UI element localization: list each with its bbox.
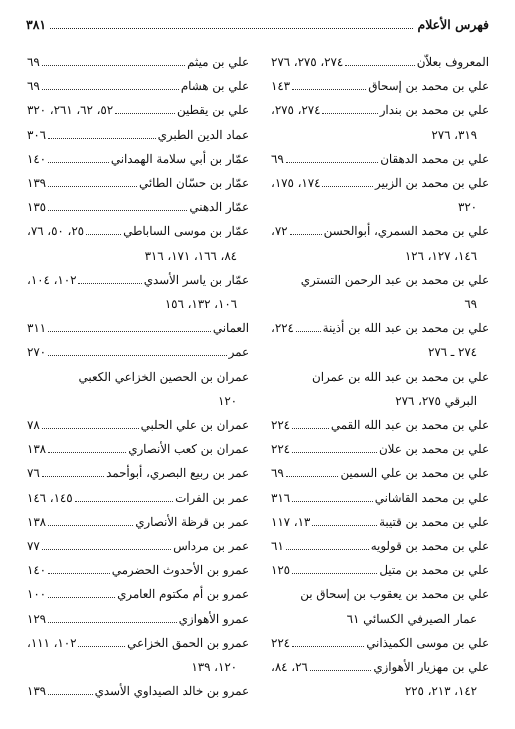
index-entry-line: [271, 461, 489, 485]
index-entry-pages: ٧٢،: [271, 224, 288, 239]
index-entry-name: عمرو الأهوازي: [178, 611, 249, 626]
index-entry-line: [271, 413, 489, 437]
index-entry-name: علي بن محمد بن قتيبة: [379, 514, 489, 529]
index-entry-continuation: ٣١٩، ٢٧٦: [431, 127, 477, 142]
index-entry-name: عمران بن كعب الأنصاري: [128, 442, 249, 457]
index-entry-pages: ٦٩: [271, 466, 284, 481]
index-entry-name: عمر: [228, 345, 249, 360]
index-entry: [27, 461, 249, 485]
index-entry-line: [271, 74, 489, 98]
index-entry: [271, 534, 489, 558]
leader-dots: [292, 501, 373, 502]
leader-dots: [322, 186, 373, 187]
index-entry-name: عمّار بن موسى الساباطي: [123, 224, 249, 239]
index-entry-line: [271, 50, 489, 74]
leader-dots: [286, 476, 339, 477]
index-entry-pages: ٦٩: [271, 151, 284, 166]
index-entry-name: عمرو بن أم مكتوم العامري: [117, 587, 249, 602]
index-entry-name: عمّار بن ياسر الأسدي: [143, 272, 249, 287]
leader-dots: [48, 331, 211, 332]
index-entry-name: علي بن محمد بن علي السمين: [340, 466, 489, 481]
index-entry-line: [271, 534, 489, 558]
leader-dots: [42, 89, 179, 90]
index-entry: [271, 655, 489, 703]
index-entry: [27, 534, 249, 558]
index-entry-name: علي بن محمد السمري، أبوالحسن: [323, 224, 489, 239]
index-entry-continuation: ١٤٢، ٢١٣، ٢٢٥: [404, 684, 477, 699]
index-entry-pages: ١٠٢، ١٠٤،: [27, 272, 77, 287]
leader-dots: [48, 597, 115, 598]
index-entry-continuation: ١٤٦، ١٢٧، ١٢٦: [404, 248, 477, 263]
leader-dots: [48, 186, 137, 187]
index-entry-name: علي بن محمد بن قولويه: [370, 539, 489, 554]
index-entry-line: [27, 123, 249, 147]
index-entry: [27, 437, 249, 461]
page-number: ٣٨١: [26, 17, 47, 32]
index-entry-line: [27, 195, 249, 219]
leader-dots: [48, 573, 110, 574]
index-entry-line: [27, 510, 249, 534]
index-entry-line: [271, 316, 489, 340]
index-entry-pages: ١٠٢، ١١١،: [27, 635, 77, 650]
index-entry-name: عمران بن علي الحلبي: [140, 418, 249, 433]
index-entry-name: عمّار الدهني: [189, 200, 249, 215]
index-entry-pages: ١٣٨: [27, 442, 47, 457]
index-entry-continuation: ٨٤، ١٦٦، ١٧١، ٣١٦: [144, 248, 237, 263]
index-entry-pages: ٢٧٠: [27, 345, 47, 360]
index-entry-name: علي بن محمد بن متيل: [379, 563, 489, 578]
index-entry: [27, 123, 249, 147]
index-entry: [27, 413, 249, 437]
index-entry-name: علي بن محمد بن الزبير: [375, 176, 489, 191]
index-entry-line: [27, 50, 249, 74]
index-entry: [27, 147, 249, 171]
leader-dots: [48, 525, 133, 526]
index-entry: [271, 316, 489, 364]
index-entry: [271, 631, 489, 655]
index-entry: [27, 50, 249, 74]
index-entry-continuation: ١٢٠، ١٣٩: [191, 660, 237, 675]
index-entry: [27, 510, 249, 534]
index-entry-pages: ٧٦: [27, 466, 40, 481]
index-entry-line: [271, 365, 489, 389]
index-entry: [271, 171, 489, 219]
index-entry-line: [27, 631, 249, 655]
index-entry-name: عمران بن الحصين الخزاعي الكعبي: [78, 369, 249, 384]
page-title: فهرس الأعلام: [417, 17, 489, 32]
index-entry-pages: ٦٩: [27, 79, 40, 94]
index-entry-name: علي بن مهزيار الأهوازي: [373, 660, 489, 675]
index-entry: [271, 268, 489, 316]
index-entry-name: عمّار بن أبي سلامة الهمداني: [110, 151, 249, 166]
leader-dots: [292, 573, 377, 574]
index-entry-name: علي بن محمد بن بندار: [379, 103, 489, 118]
index-entry-pages: ١٠٠: [27, 587, 47, 602]
leader-dots: [292, 452, 377, 453]
index-entry-pages: ١٣٥: [27, 200, 47, 215]
index-entry: [271, 486, 489, 510]
index-entry: [271, 98, 489, 146]
index-entry: [27, 486, 249, 510]
leader-dots: [322, 113, 377, 114]
leader-dots: [48, 138, 156, 139]
index-entry: [271, 365, 489, 413]
index-entry-pages: ١٤٣: [271, 79, 291, 94]
index-entry-pages: ٧٧: [27, 539, 40, 554]
leader-dots: [48, 452, 126, 453]
index-entry-line: [27, 607, 249, 631]
index-entry-line: [271, 510, 489, 534]
index-entry: [27, 558, 249, 582]
index-entry: [27, 607, 249, 631]
index-entry-pages: ٣١١: [27, 321, 47, 336]
index-entry-pages: ٢٢٤،: [271, 321, 294, 336]
index-entry-pages: ٢٥، ٥٠، ٧٦،: [27, 224, 84, 239]
index-entry-pages: ٢٧٤، ٢٧٥،: [271, 103, 321, 118]
index-entry-name: العماني: [212, 321, 249, 336]
leader-dots: [42, 549, 171, 550]
index-entry-line: [27, 365, 249, 389]
index-entry-name: علي بن يقطين: [176, 103, 249, 118]
index-entry-line: [27, 486, 249, 510]
index-entry-pages: ١٣٨: [27, 514, 47, 529]
index-entry-pages: ٥٢، ٦٢، ٢٦١، ٣٢٠: [27, 103, 114, 118]
index-entry-line: [271, 655, 489, 679]
page-header: [26, 17, 489, 32]
leader-dots: [42, 65, 185, 66]
index-entry-pages: ١٣، ١١٧: [271, 514, 311, 529]
index-entry-name: عمرو بن الحمق الخزاعي: [127, 635, 249, 650]
index-entry-pages: ١٣٩: [27, 684, 47, 699]
index-entry-line: [271, 582, 489, 606]
index-entry-line: [27, 461, 249, 485]
leader-dots: [48, 694, 93, 695]
leader-dots: [292, 89, 366, 90]
leader-dots: [86, 234, 121, 235]
index-entry: [271, 74, 489, 98]
leader-dots: [312, 525, 377, 526]
leader-dots: [48, 210, 187, 211]
index-entry: [271, 582, 489, 630]
index-entry-pages: ١٤٠: [27, 151, 47, 166]
index-column-left: [27, 50, 249, 703]
index-entry-pages: ١٣٩: [27, 176, 47, 191]
index-entry-name: علي بن محمد بن يعقوب بن إسحاق بن: [300, 587, 489, 602]
index-entry-name: علي بن محمد بن عبد الله بن أذينة: [322, 321, 489, 336]
index-entry-name: علي بن محمد بن علان: [379, 442, 489, 457]
index-entry-name: عمر بن الفرات: [175, 490, 249, 505]
leader-dots: [78, 646, 125, 647]
index-entry-line: [27, 219, 249, 243]
index-entry-pages: ١٢٩: [27, 611, 47, 626]
leader-dots: [115, 113, 175, 114]
index-entry-continuation: ١٠٦، ١٣٢، ١٥٦: [164, 297, 237, 312]
index-entry-pages: ١٢٥: [271, 563, 291, 578]
index-entry-pages: ٢٦، ٨٤،: [271, 660, 308, 675]
index-entry-line: [271, 219, 489, 243]
index-entry-line: [27, 340, 249, 364]
index-entry-line: [27, 268, 249, 292]
index-entry-line: [271, 437, 489, 461]
leader-dots: [292, 428, 329, 429]
index-entry-continuation: ٦٩: [464, 297, 477, 312]
index-entry-name: عماد الدين الطبري: [157, 127, 249, 142]
index-entry-name: عمّار بن حسّان الطائي: [139, 176, 249, 191]
index-entry-line: [271, 486, 489, 510]
index-entry-line: [27, 679, 249, 703]
index-entry-line: [27, 582, 249, 606]
index-entry-name: علي بن ميثم: [187, 55, 249, 69]
index-entry: [27, 679, 249, 703]
index-entry-pages: ٦١: [271, 539, 284, 554]
index-entry-name: علي بن محمد القاشاني: [374, 490, 489, 505]
leader-dots: [292, 646, 364, 647]
index-entry-line: [271, 171, 489, 195]
leader-dots: [296, 331, 321, 332]
index-entry-line: [27, 171, 249, 195]
index-entry: [271, 219, 489, 267]
index-entry: [27, 171, 249, 195]
index-entry-line: [271, 558, 489, 582]
index-entry-line: [27, 98, 249, 122]
index-entry-name: علي بن محمد بن عبد الله بن عمران: [312, 369, 489, 384]
index-entry-line: [27, 437, 249, 461]
index-entry-name: عمر بن ربيع البصري، أبوأحمد: [106, 466, 249, 481]
index-entry: [271, 461, 489, 485]
index-entry: [27, 582, 249, 606]
leader-dots: [42, 476, 104, 477]
index-column-right: [271, 50, 489, 703]
index-entry-line: [271, 147, 489, 171]
leader-dots: [310, 670, 372, 671]
index-entry: [27, 340, 249, 364]
leader-dots: [286, 549, 369, 550]
index-entry: [27, 268, 249, 316]
leader-dots: [78, 283, 141, 284]
leader-dots: [345, 65, 415, 66]
index-entry: [27, 98, 249, 122]
index-entry-name: عمر بن مرداس: [173, 539, 249, 554]
index-entry-pages: ٣٠٦: [27, 127, 47, 142]
index-entry-pages: ٢٢٤: [271, 418, 291, 433]
index-entry-line: [27, 147, 249, 171]
index-entry-line: [271, 268, 489, 292]
index-entry-line: [27, 558, 249, 582]
index-entry-continuation: عمار الصيرفي الكسائي ٦١: [346, 611, 477, 626]
index-entry-pages: ٧٨: [27, 418, 40, 433]
leader-dots: [42, 428, 139, 429]
leader-dots: [48, 622, 177, 623]
index-entry: [271, 558, 489, 582]
index-entry-line: [27, 74, 249, 98]
index-entry-continuation: ٣٢٠: [457, 200, 477, 215]
index-entry: [27, 74, 249, 98]
index-entry-continuation: ٢٧٤ ـ ٢٧٦: [428, 345, 477, 360]
index-entry-pages: ٢٢٤: [271, 635, 291, 650]
index-entry-line: [27, 534, 249, 558]
index-entry-name: عمرو بن خالد الصيداوي الأسدي: [94, 684, 249, 699]
index-entry: [271, 50, 489, 74]
index-entry-name: علي بن محمد بن عبد الرحمن التستري: [300, 272, 489, 287]
index-entry: [271, 147, 489, 171]
index-entry: [27, 631, 249, 679]
index-entry-pages: ٢٢٤: [271, 442, 291, 457]
index-entry: [27, 195, 249, 219]
index-entry-name: علي بن محمد بن إسحاق: [368, 79, 489, 94]
index-entry-pages: ١٤٠: [27, 563, 47, 578]
index-entry: [27, 365, 249, 413]
leader-dots: [286, 162, 379, 163]
index-entry-pages: ٢٧٤، ٢٧٥، ٢٧٦: [271, 55, 344, 69]
index-entry-continuation: ١٢٠: [217, 393, 237, 408]
index-entry-line: [27, 413, 249, 437]
header-dotted-rule: [50, 28, 413, 29]
index-entry: [271, 437, 489, 461]
index-entry: [27, 316, 249, 340]
leader-dots: [75, 501, 174, 502]
index-entry: [271, 413, 489, 437]
index-entry-line: [27, 316, 249, 340]
index-entry-pages: ١٤٥، ١٤٦: [27, 490, 73, 505]
index-entry-pages: ٣١٦: [271, 490, 291, 505]
index-entry-name: المعروف بعلاّن: [416, 55, 489, 69]
index-entry-line: [271, 98, 489, 122]
leader-dots: [48, 355, 227, 356]
index-entry: [271, 510, 489, 534]
index-entry-name: علي بن موسى الكميذاني: [366, 635, 489, 650]
index-entry-name: علي بن محمد الدهقان: [380, 151, 489, 166]
leader-dots: [290, 234, 322, 235]
index-entry-name: عمرو بن الأحدوث الحضرمي: [111, 563, 249, 578]
index-entry-pages: ١٧٤، ١٧٥،: [271, 176, 321, 191]
index-entry-name: علي بن محمد بن عبد الله القمي: [330, 418, 489, 433]
index-entry-name: عمر بن قرظة الأنصاري: [135, 514, 249, 529]
index-entry-pages: ٦٩: [27, 55, 40, 69]
index-entry-name: علي بن هشام: [180, 79, 249, 94]
index-entry: [27, 219, 249, 267]
index-entry-line: [271, 631, 489, 655]
index-entry-continuation: البرقي ٢٧٥، ٢٧٦: [395, 393, 477, 408]
leader-dots: [48, 162, 109, 163]
